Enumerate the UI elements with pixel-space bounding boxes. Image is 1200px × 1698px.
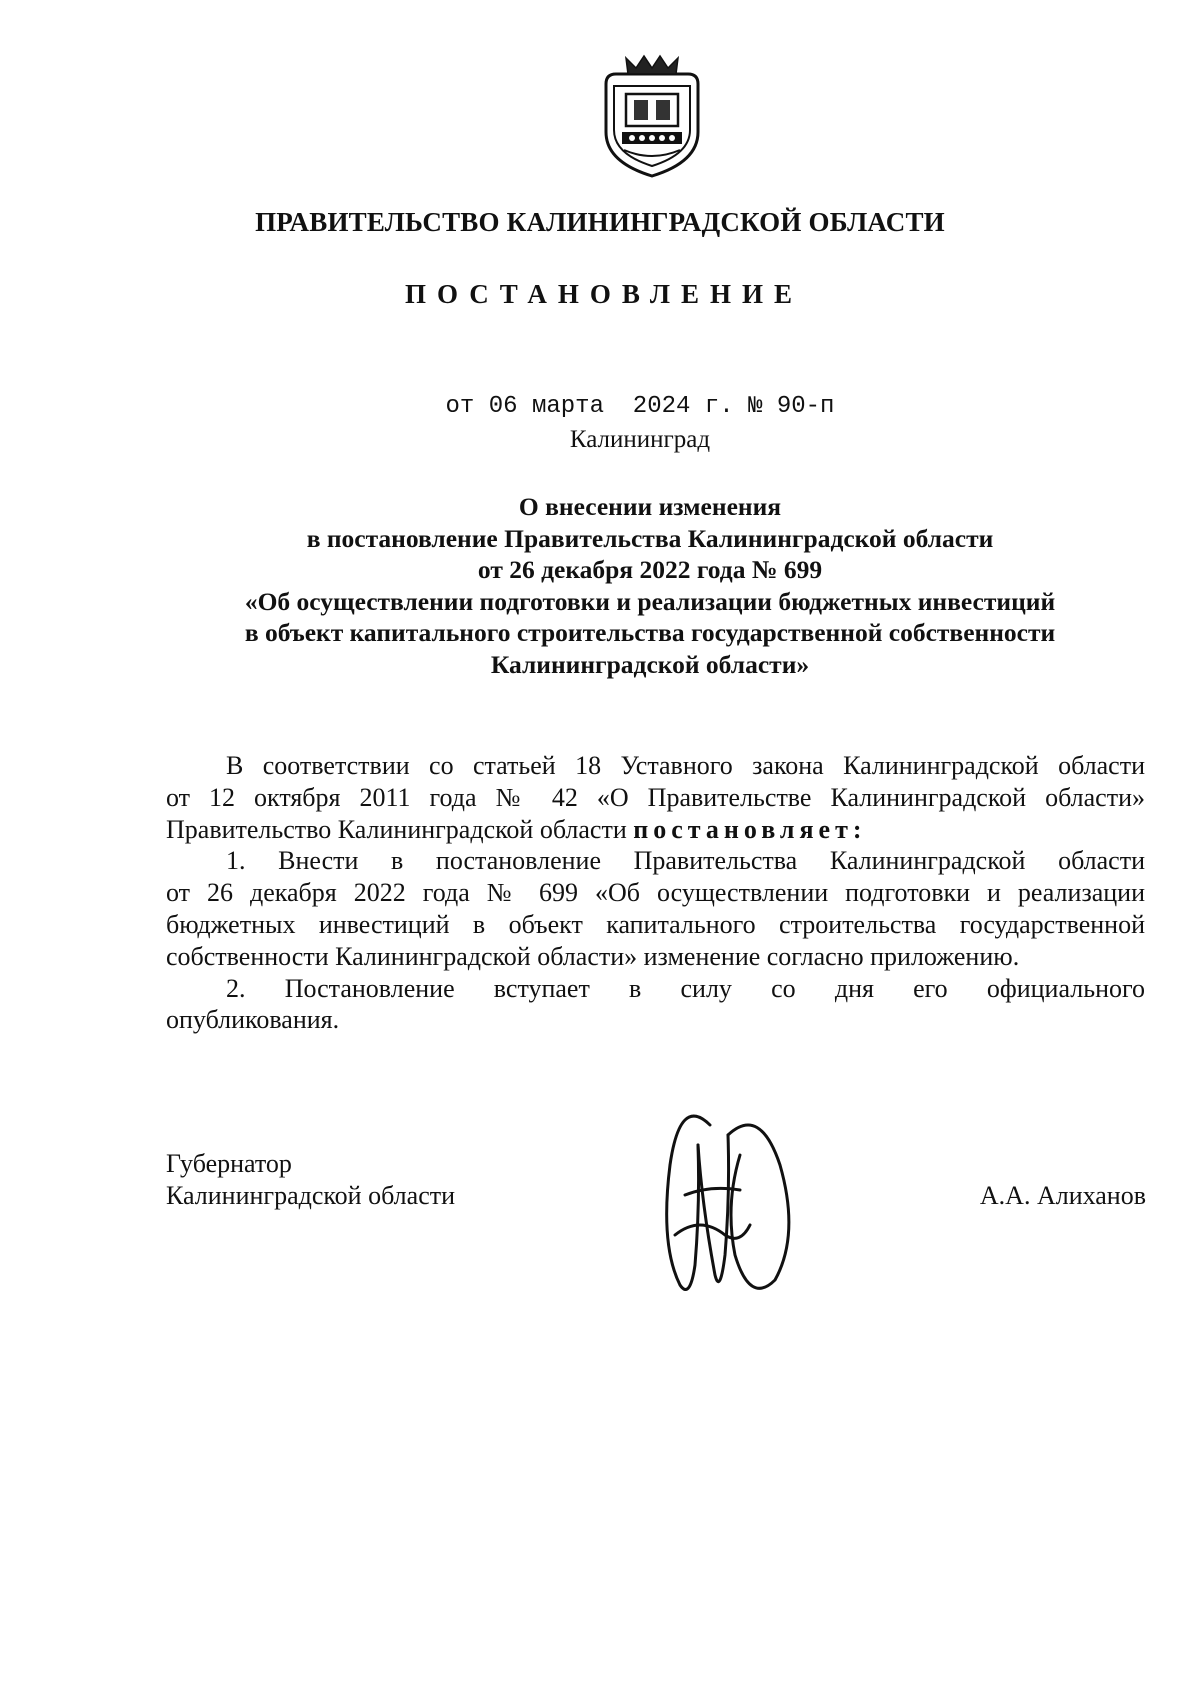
date-month: марта [531, 393, 604, 420]
signatory-title-line: Калининградской области [166, 1181, 456, 1210]
document-number: 90-п [776, 393, 835, 420]
signatory-title [166, 1148, 455, 1212]
number-sign: № [748, 393, 763, 420]
subject-line: в объект капитального строительства государственной собственности [244, 618, 1056, 647]
subject-line: Калининградской области» [490, 649, 810, 679]
date-prefix: от [445, 393, 475, 420]
subject-line: в постановление Правительства Калининградской области [306, 523, 994, 553]
body-line: от 12 октября 2011 года № 42 «О Правительстве Калининградской области» [166, 782, 1145, 812]
body-line: бюджетных инвестиций в объект капитального строительства государственной [166, 909, 1145, 939]
coat-of-arms-icon [596, 54, 708, 180]
subject-line: от 26 декабря 2022 года № 699 [477, 555, 823, 584]
document-type: ПОСТАНОВЛЕНИЕ [404, 279, 804, 309]
body-line: собственности Калининградской области» изменение согласно приложению. [166, 941, 1020, 971]
organization-title: ПРАВИТЕЛЬСТВО КАЛИНИНГРАДСКОЙ ОБЛАСТИ [255, 207, 945, 237]
signatory-name: А.А. Алиханов [979, 1181, 1146, 1210]
document-subject [150, 491, 1150, 680]
date-number-line [0, 393, 1200, 420]
resolves-word: постановляет: [633, 814, 867, 844]
document-body [166, 750, 1145, 1036]
body-line [166, 814, 1145, 846]
date-day: 06 [488, 393, 518, 420]
body-line: 1. Внести в постановление Правительства Калининградской области [226, 846, 1145, 876]
body-line: 2. Постановление вступает в силу со дня его официального [226, 973, 1145, 1003]
body-line: В соответствии со статьей 18 Уставного закона Калининградской области [226, 751, 1145, 780]
preamble-last: Правительство Калининградской области [166, 814, 627, 844]
city: Калининград [569, 426, 711, 453]
date-year: 2024 г. [632, 393, 734, 420]
handwritten-signature-icon [640, 1085, 810, 1305]
body-line: от 26 декабря 2022 года № 699 «Об осуществлении подготовки и реализации [166, 878, 1145, 908]
subject-line: О внесении изменения [518, 492, 782, 521]
signatory-title-line: Губернатор [166, 1149, 292, 1178]
subject-line: «Об осуществлении подготовки и реализации бюджетных инвестиций [244, 586, 1056, 616]
body-line: опубликования. [166, 1005, 340, 1035]
